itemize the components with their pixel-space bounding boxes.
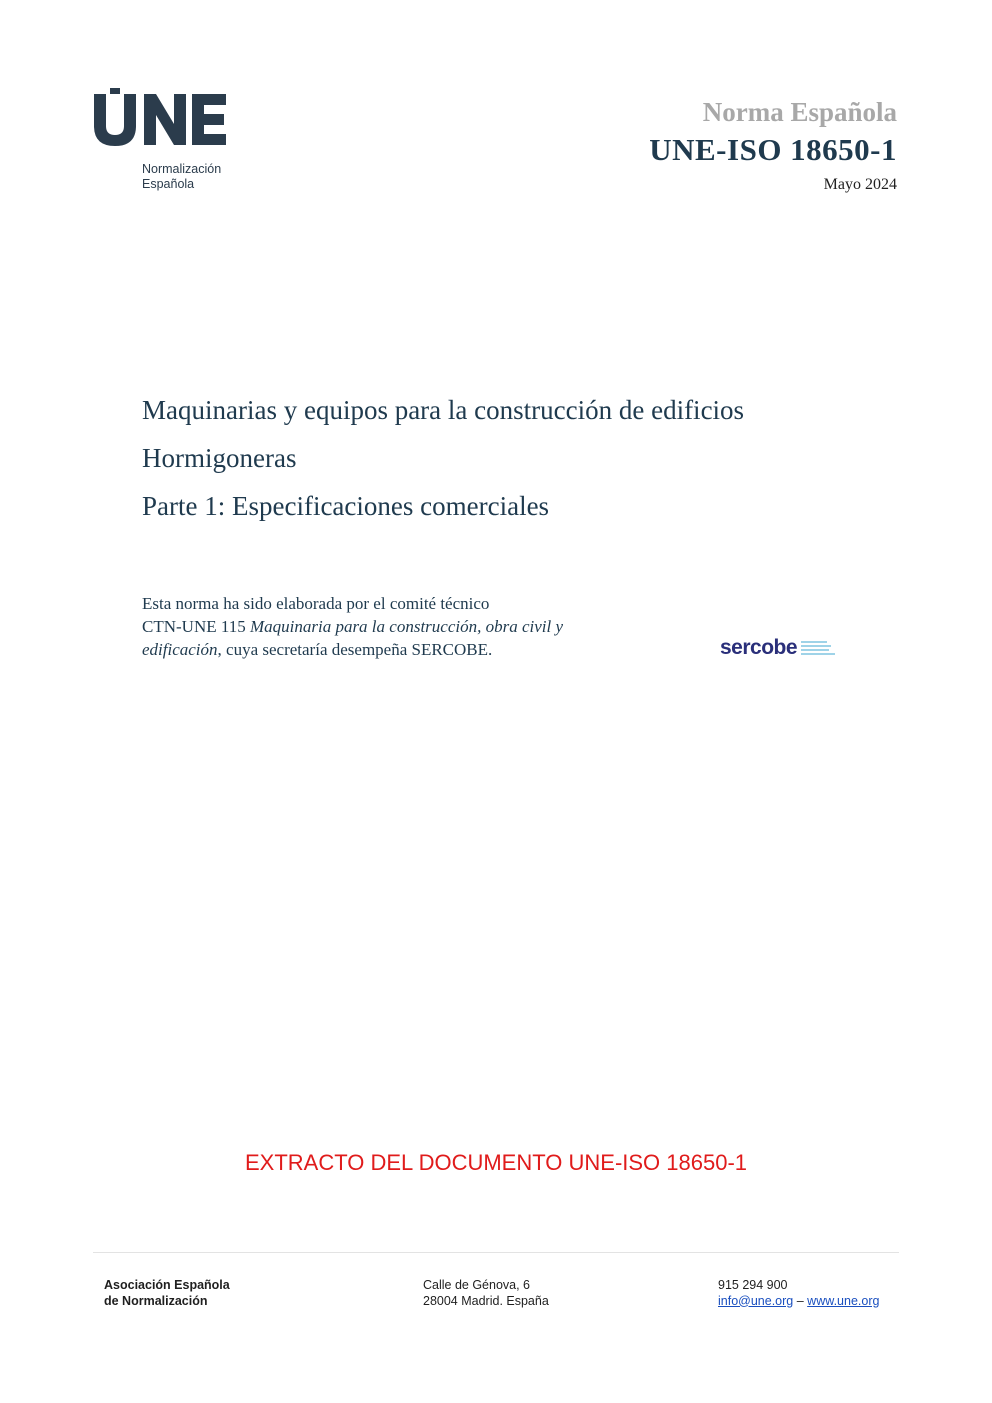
footer-org-line2: de Normalización [104,1293,208,1308]
une-wordmark-icon [92,88,232,148]
committee-prefix: CTN-UNE 115 [142,617,250,636]
sercobe-wordmark: sercobe [720,636,798,659]
footer-address [423,1278,549,1309]
logo-subtitle-line1: Normalización [142,162,222,176]
committee-name-part-b: edificación [142,640,218,659]
footer-divider [93,1252,899,1253]
footer-separator: – [796,1293,808,1308]
une-logo [92,88,242,198]
committee-statement [142,592,662,661]
committee-line-3 [142,638,662,661]
sercobe-logo [720,636,835,660]
extract-notice: EXTRACTO DEL DOCUMENTO UNE-ISO 18650-1 [244,1150,748,1175]
website-link[interactable]: www.une.org [807,1293,880,1308]
footer-organization [104,1278,230,1309]
footer-address-line1: Calle de Génova, 6 [423,1278,531,1292]
sercobe-tagline-icon [801,641,835,655]
logo-subtitle [142,162,221,192]
document-header [649,96,897,194]
footer-org-line1: Asociación Española [104,1278,230,1292]
footer-address-line2: 28004 Madrid. España [423,1293,549,1308]
logo-subtitle-line2: Española [142,177,195,191]
document-code: UNE-ISO 18650-1 [649,132,897,167]
title-line-2: Hormigoneras [142,443,297,473]
committee-name-part-a: Maquinaria para la construcción, obra civil y [249,617,564,636]
document-titles [142,386,744,530]
footer-phone: 915 294 900 [718,1278,788,1292]
title-line-3: Parte 1: Especificaciones comerciales [142,491,550,521]
footer-contact [718,1278,879,1309]
committee-line-1: Esta norma ha sido elaborada por el comité técnico [142,594,490,613]
committee-line-2 [142,615,662,638]
footer-links [718,1294,879,1310]
email-link[interactable]: info@une.org [718,1293,794,1308]
norma-label: Norma Española [702,97,897,127]
document-date: Mayo 2024 [823,176,897,193]
title-line-1: Maquinarias y equipos para la construcción de edificios [142,395,745,425]
committee-suffix: , cuya secretaría desempeña SERCOBE. [217,640,493,659]
